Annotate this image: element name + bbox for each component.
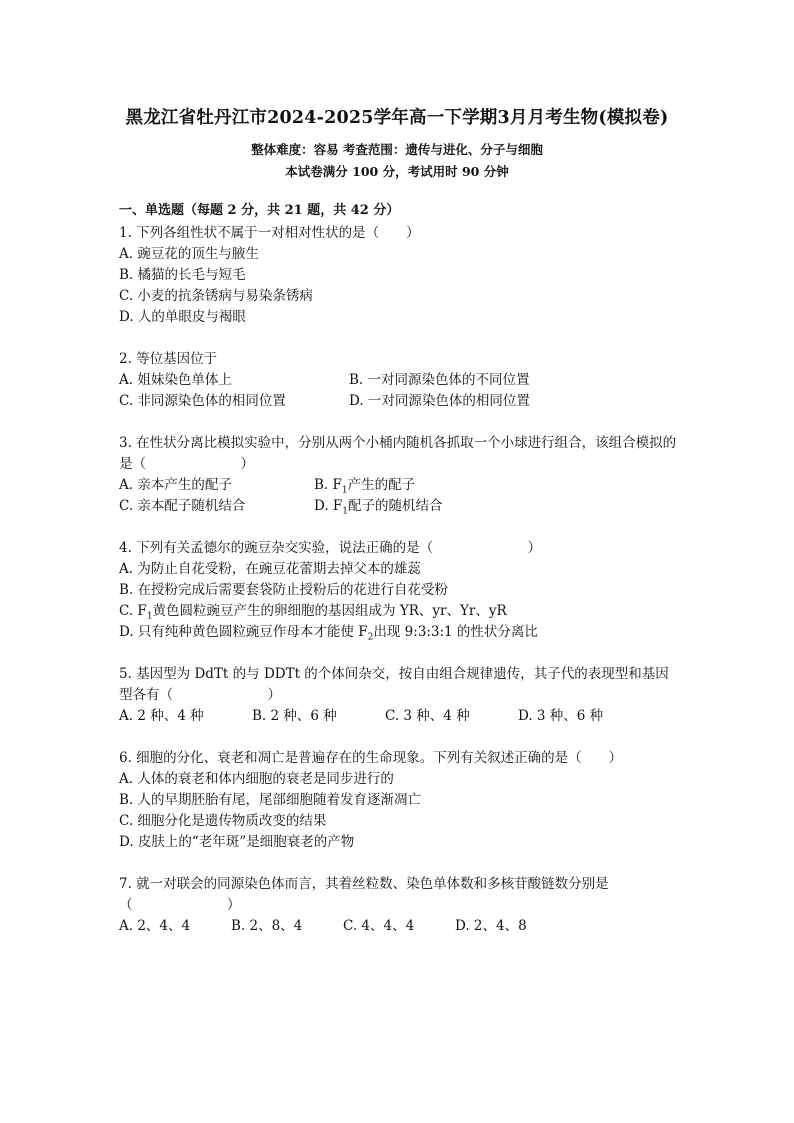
option-text: C. 亲本配子随机结合 [119, 498, 246, 514]
question-6 [119, 748, 679, 853]
option-b [314, 475, 415, 496]
option-c [119, 601, 679, 622]
option-text: 黄色圆粒豌豆产生的卵细胞的基因组成为 YR、yr、Yr、yR [152, 603, 507, 619]
options-row [119, 391, 679, 412]
question-7 [119, 874, 679, 937]
options-row [119, 370, 679, 391]
option-c: C. 细胞分化是遗传物质改变的结果 [119, 813, 327, 829]
question-stem: 1. 下列各组性状不属于一对相对性状的是（ ） [119, 225, 420, 241]
option-text: 出现 9:3:3:1 的性状分离比 [373, 624, 538, 640]
option-a: A. 2 种、4 种 [119, 708, 204, 724]
option-c: C. 小麦的抗条锈病与易染条锈病 [119, 288, 313, 304]
subscript: 1 [342, 506, 349, 517]
exam-content [119, 202, 679, 958]
subscript: 1 [146, 611, 153, 622]
exam-score-time-line: 本试卷满分 100 分，考试用时 90 分钟 [285, 164, 509, 179]
option-text: A. 为防止自花受粉，在豌豆花蕾期去掉父本的雄蕊 [119, 561, 421, 577]
question-stem: 4. 下列有关孟德尔的豌豆杂交实验，说法正确的是（ ） [119, 540, 542, 556]
option-d: D. 2、4、8 [455, 918, 527, 934]
option-text: B. F [314, 477, 342, 493]
options-row [119, 706, 679, 727]
option-text: C. F [119, 603, 147, 619]
option-c: C. 4、4、4 [343, 918, 415, 934]
option-d: D. 一对同源染色体的相同位置 [349, 393, 530, 409]
option-d: D. 人的单眼皮与褐眼 [119, 309, 246, 325]
option-b: B. 橘猫的长毛与短毛 [119, 267, 246, 283]
question-stem: 7. 就一对联会的同源染色体而言，其着丝粒数、染色单体数和多核苷酸链数分别是（ ） [119, 876, 609, 913]
question-1 [119, 223, 679, 328]
section-heading: 一、单选题（每题 2 分，共 21 题，共 42 分） [119, 203, 400, 218]
option-a: A. 2、4、4 [119, 918, 191, 934]
option-text: B. 在授粉完成后需要套袋防止授粉后的花进行自花受粉 [119, 582, 449, 598]
option-b: B. 2 种、6 种 [252, 708, 337, 724]
option-a [119, 559, 679, 580]
question-stem: 5. 基因型为 DdTt 的与 DDTt 的个体间杂交，按自由组合规律遗传，其子代的表现型和基因型各有（ ） [119, 666, 669, 703]
question-stem: 2. 等位基因位于 [119, 351, 218, 367]
option-c: C. 非同源染色体的相同位置 [119, 393, 286, 409]
option-c [119, 496, 314, 517]
option-a [119, 475, 314, 496]
option-b: B. 2、8、4 [231, 918, 303, 934]
options-row [119, 475, 679, 496]
options-row [119, 916, 679, 937]
option-a: A. 人体的衰老和体内细胞的衰老是同步进行的 [119, 771, 394, 787]
option-d: D. 3 种、6 种 [518, 708, 604, 724]
option-d [314, 496, 443, 517]
question-5 [119, 664, 679, 727]
option-b: B. 人的早期胚胎有尾，尾部细胞随着发育逐渐凋亡 [119, 792, 422, 808]
subscript: 1 [341, 485, 348, 496]
exam-title: 黑龙江省牡丹江市2024-2025学年高一下学期3月月考生物(模拟卷) [125, 108, 669, 128]
question-4 [119, 538, 679, 643]
options-row [119, 496, 679, 517]
question-stem: 6. 细胞的分化、衰老和凋亡是普遍存在的生命现象。下列有关叙述正确的是（ ） [119, 750, 623, 766]
option-text: 配子的随机结合 [348, 498, 443, 514]
exam-scope-line: 整体难度：容易 考查范围：遗传与进化、分子与细胞 [251, 142, 543, 157]
option-a: A. 豌豆花的顶生与腋生 [119, 246, 259, 262]
question-stem: 3. 在性状分离比模拟实验中，分别从两个小桶内随机各抓取一个小球进行组合，该组合模拟的是（ ） [119, 435, 677, 472]
option-a: A. 姐妹染色单体上 [119, 372, 232, 388]
option-text: 产生的配子 [347, 477, 416, 493]
option-c: C. 3 种、4 种 [385, 708, 470, 724]
option-text: D. F [314, 498, 343, 514]
option-d: D. 皮肤上的“老年斑”是细胞衰老的产物 [119, 834, 355, 850]
option-d [119, 622, 679, 643]
option-text: D. 只有纯种黄色圆粒豌豆作母本才能使 F [119, 624, 368, 640]
subscript: 2 [367, 632, 374, 643]
question-3 [119, 433, 679, 517]
option-b [119, 580, 679, 601]
option-b: B. 一对同源染色体的不同位置 [349, 372, 530, 388]
option-text: A. 亲本产生的配子 [119, 477, 232, 493]
question-2 [119, 349, 679, 412]
